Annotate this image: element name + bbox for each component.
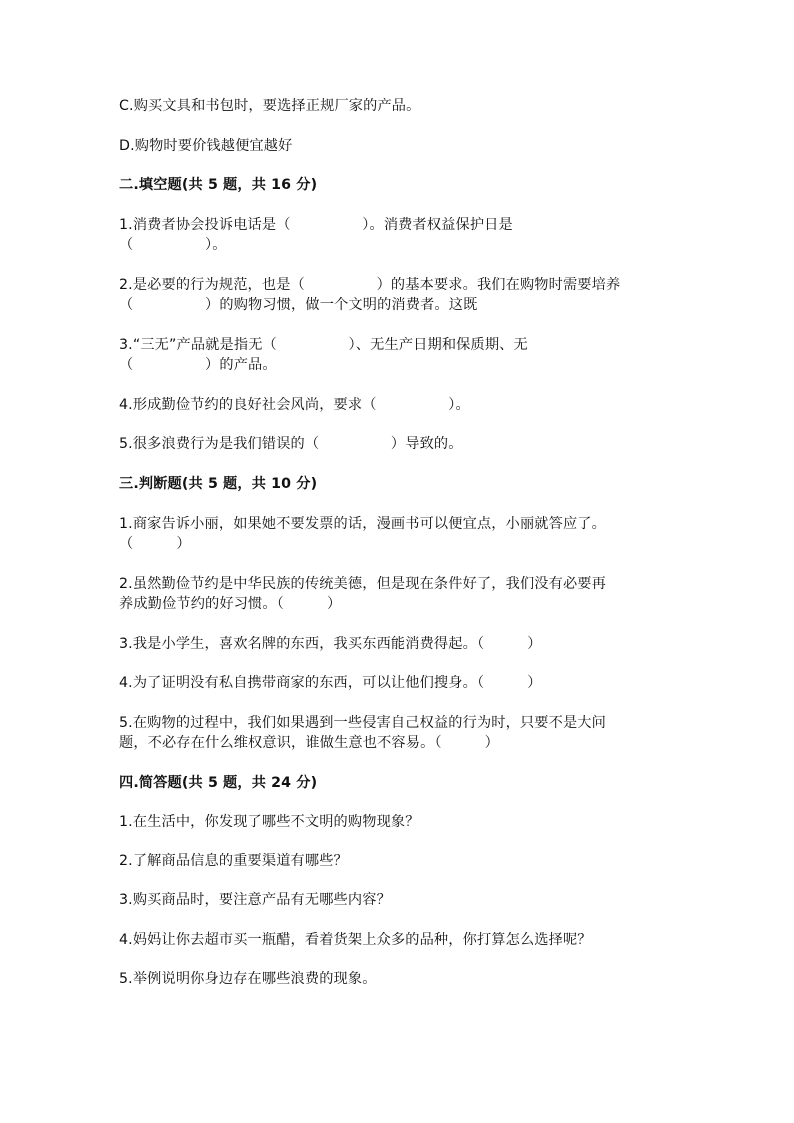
fill-blank-q1-line2: （ ）。 (119, 237, 227, 253)
judgment-q3: 3.我是小学生，喜欢名牌的东西，我买东西能消费得起。（ ） (119, 636, 542, 652)
section-judgment-title: 三.判断题(共 5 题，共 10 分) (119, 476, 318, 492)
short-answer-q2: 2.了解商品信息的重要渠道有哪些？ (119, 853, 348, 869)
fill-blank-q3-line1: 3.“三无”产品就是指无（ ）、无生产日期和保质期、无 (119, 337, 528, 353)
judgment-q2-line1: 2.虽然勤俭节约是中华民族的传统美德，但是现在条件好了，我们没有必要再 (119, 576, 606, 592)
section-fill-blank-title: 二.填空题(共 5 题，共 16 分) (119, 177, 318, 193)
fill-blank-q4: 4.形成勤俭节约的良好社会风尚，要求（ ）。 (119, 397, 470, 413)
judgment-q4: 4.为了证明没有私自携带商家的东西，可以让他们搜身。（ ） (119, 675, 542, 691)
fill-blank-q2-line2: （ ）的购物习惯，做一个文明的消费者。这既 (119, 297, 478, 313)
option-c: C.购买文具和书包时，要选择正规厂家的产品。 (119, 98, 421, 114)
section-short-answer-title: 四.简答题(共 5 题，共 24 分) (119, 775, 318, 791)
judgment-q5-line2: 题，不必存在什么维权意识，谁做生意也不容易。（ ） (119, 735, 500, 751)
judgment-q5-line1: 5.在购物的过程中，我们如果遇到一些侵害自己权益的行为时，只要不是大问 (119, 715, 606, 731)
fill-blank-q5: 5.很多浪费行为是我们错误的（ ）导致的。 (119, 436, 463, 452)
short-answer-q1: 1.在生活中，你发现了哪些不文明的购物现象？ (119, 814, 420, 830)
short-answer-q3: 3.购买商品时，要注意产品有无哪些内容？ (119, 892, 391, 908)
short-answer-q4: 4.妈妈让你去超市买一瓶醋，看着货架上众多的品种，你打算怎么选择呢？ (119, 932, 592, 948)
fill-blank-q1-line1: 1.消费者协会投诉电话是（ ）。消费者权益保护日是 (119, 217, 513, 233)
fill-blank-q3-line2: （ ）的产品。 (119, 357, 277, 373)
judgment-q1-line2: （ ） (119, 536, 191, 552)
judgment-q1-line1: 1.商家告诉小丽，如果她不要发票的话，漫画书可以便宜点，小丽就答应了。 (119, 516, 606, 532)
fill-blank-q2-line1: 2.是必要的行为规范，也是（ ）的基本要求。我们在购物时需要培养 (119, 277, 621, 293)
judgment-q2-line2: 养成勤俭节约的好习惯。（ ） (119, 596, 342, 612)
option-d: D.购物时要价钱越便宜越好 (119, 138, 293, 154)
short-answer-q5: 5.举例说明你身边存在哪些浪费的现象。 (119, 971, 377, 987)
